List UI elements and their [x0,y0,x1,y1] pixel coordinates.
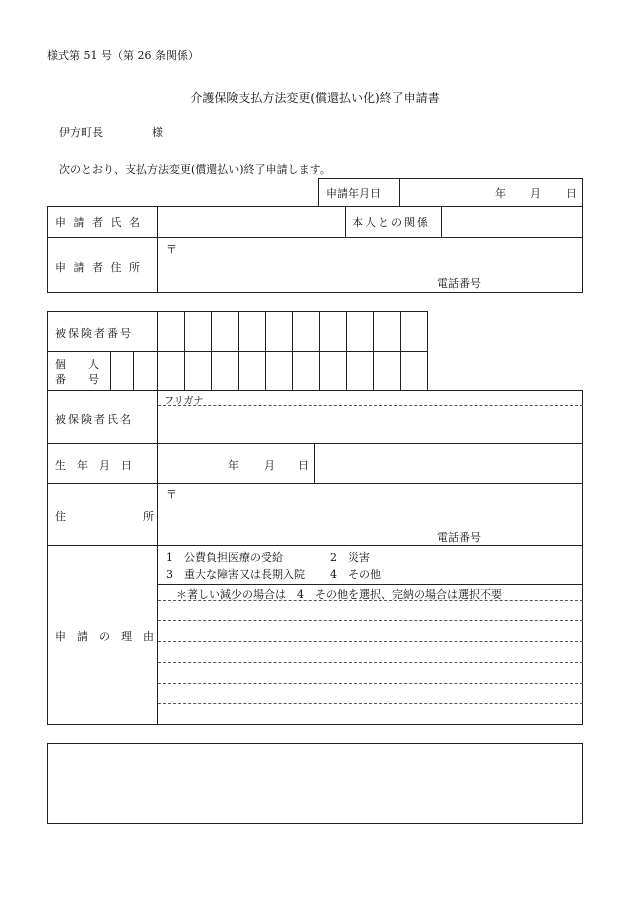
insured-name-field[interactable] [158,406,582,443]
insured-number-label: 被保険者番号 [55,327,133,340]
insured-postal-mark: 〒 [166,488,177,501]
insured-address-label-left: 住 [55,510,66,523]
insured-phone-label: 電話番号 [437,531,481,544]
relation-label: 本人との関係 [352,216,430,229]
birth-month: 月 [264,459,275,472]
birth-year: 年 [228,459,239,472]
application-date-year: 年 [495,187,506,200]
application-date-label: 申請年月日 [326,187,381,200]
furigana-label: フリガナ [164,396,204,407]
applicant-address-label: 申 請 者 住 所 [55,261,142,274]
insured-name-label: 被保険者氏名 [55,413,133,426]
form-number: 様式第 51 号（第 26 条関係） [47,49,199,62]
application-date-month: 月 [530,187,541,200]
birth-date-label: 生 年 月 日 [55,459,132,472]
reason-option-3[interactable]: 3 重大な障害又は長期入院 [166,568,305,581]
reason-option-1[interactable]: 1 公費負担医療の受給 [166,551,283,564]
reason-detail-field[interactable] [158,601,582,723]
insured-address-label-right: 所 [143,510,154,523]
application-date-day: 日 [566,187,577,200]
reason-option-2[interactable]: 2 災害 [330,551,370,564]
remarks-box[interactable] [47,743,583,824]
personal-number-label-line1: 個 人 [55,358,99,371]
applicant-postal-mark: 〒 [166,243,177,256]
insured-address-field[interactable] [158,484,582,545]
reason-note: ＊著しい減少の場合は 4 その他を選択、完納の場合は選択不要 [176,588,502,601]
reason-label: 申 請 の 理 由 [55,630,154,643]
applicant-name-field[interactable] [158,207,345,237]
intro-text: 次のとおり、支払方法変更(償還払い)終了申請します。 [59,163,331,176]
birth-date-field[interactable] [158,444,314,483]
personal-number-field[interactable] [111,352,427,390]
insured-number-field[interactable] [158,312,427,351]
birth-day: 日 [298,459,309,472]
applicant-name-label: 申 請 者 氏 名 [55,216,142,229]
personal-number-label-line2: 番 号 [55,373,99,386]
addressee: 伊方町長 [59,126,103,139]
application-date-field[interactable] [400,179,582,206]
addressee-honorific: 様 [152,126,163,139]
applicant-address-field[interactable] [158,238,582,292]
document-title: 介護保険支払方法変更(償還払い化)終了申請書 [190,91,440,105]
relation-field[interactable] [442,207,582,237]
reason-option-4[interactable]: 4 その他 [330,568,381,581]
applicant-phone-label: 電話番号 [437,277,481,290]
